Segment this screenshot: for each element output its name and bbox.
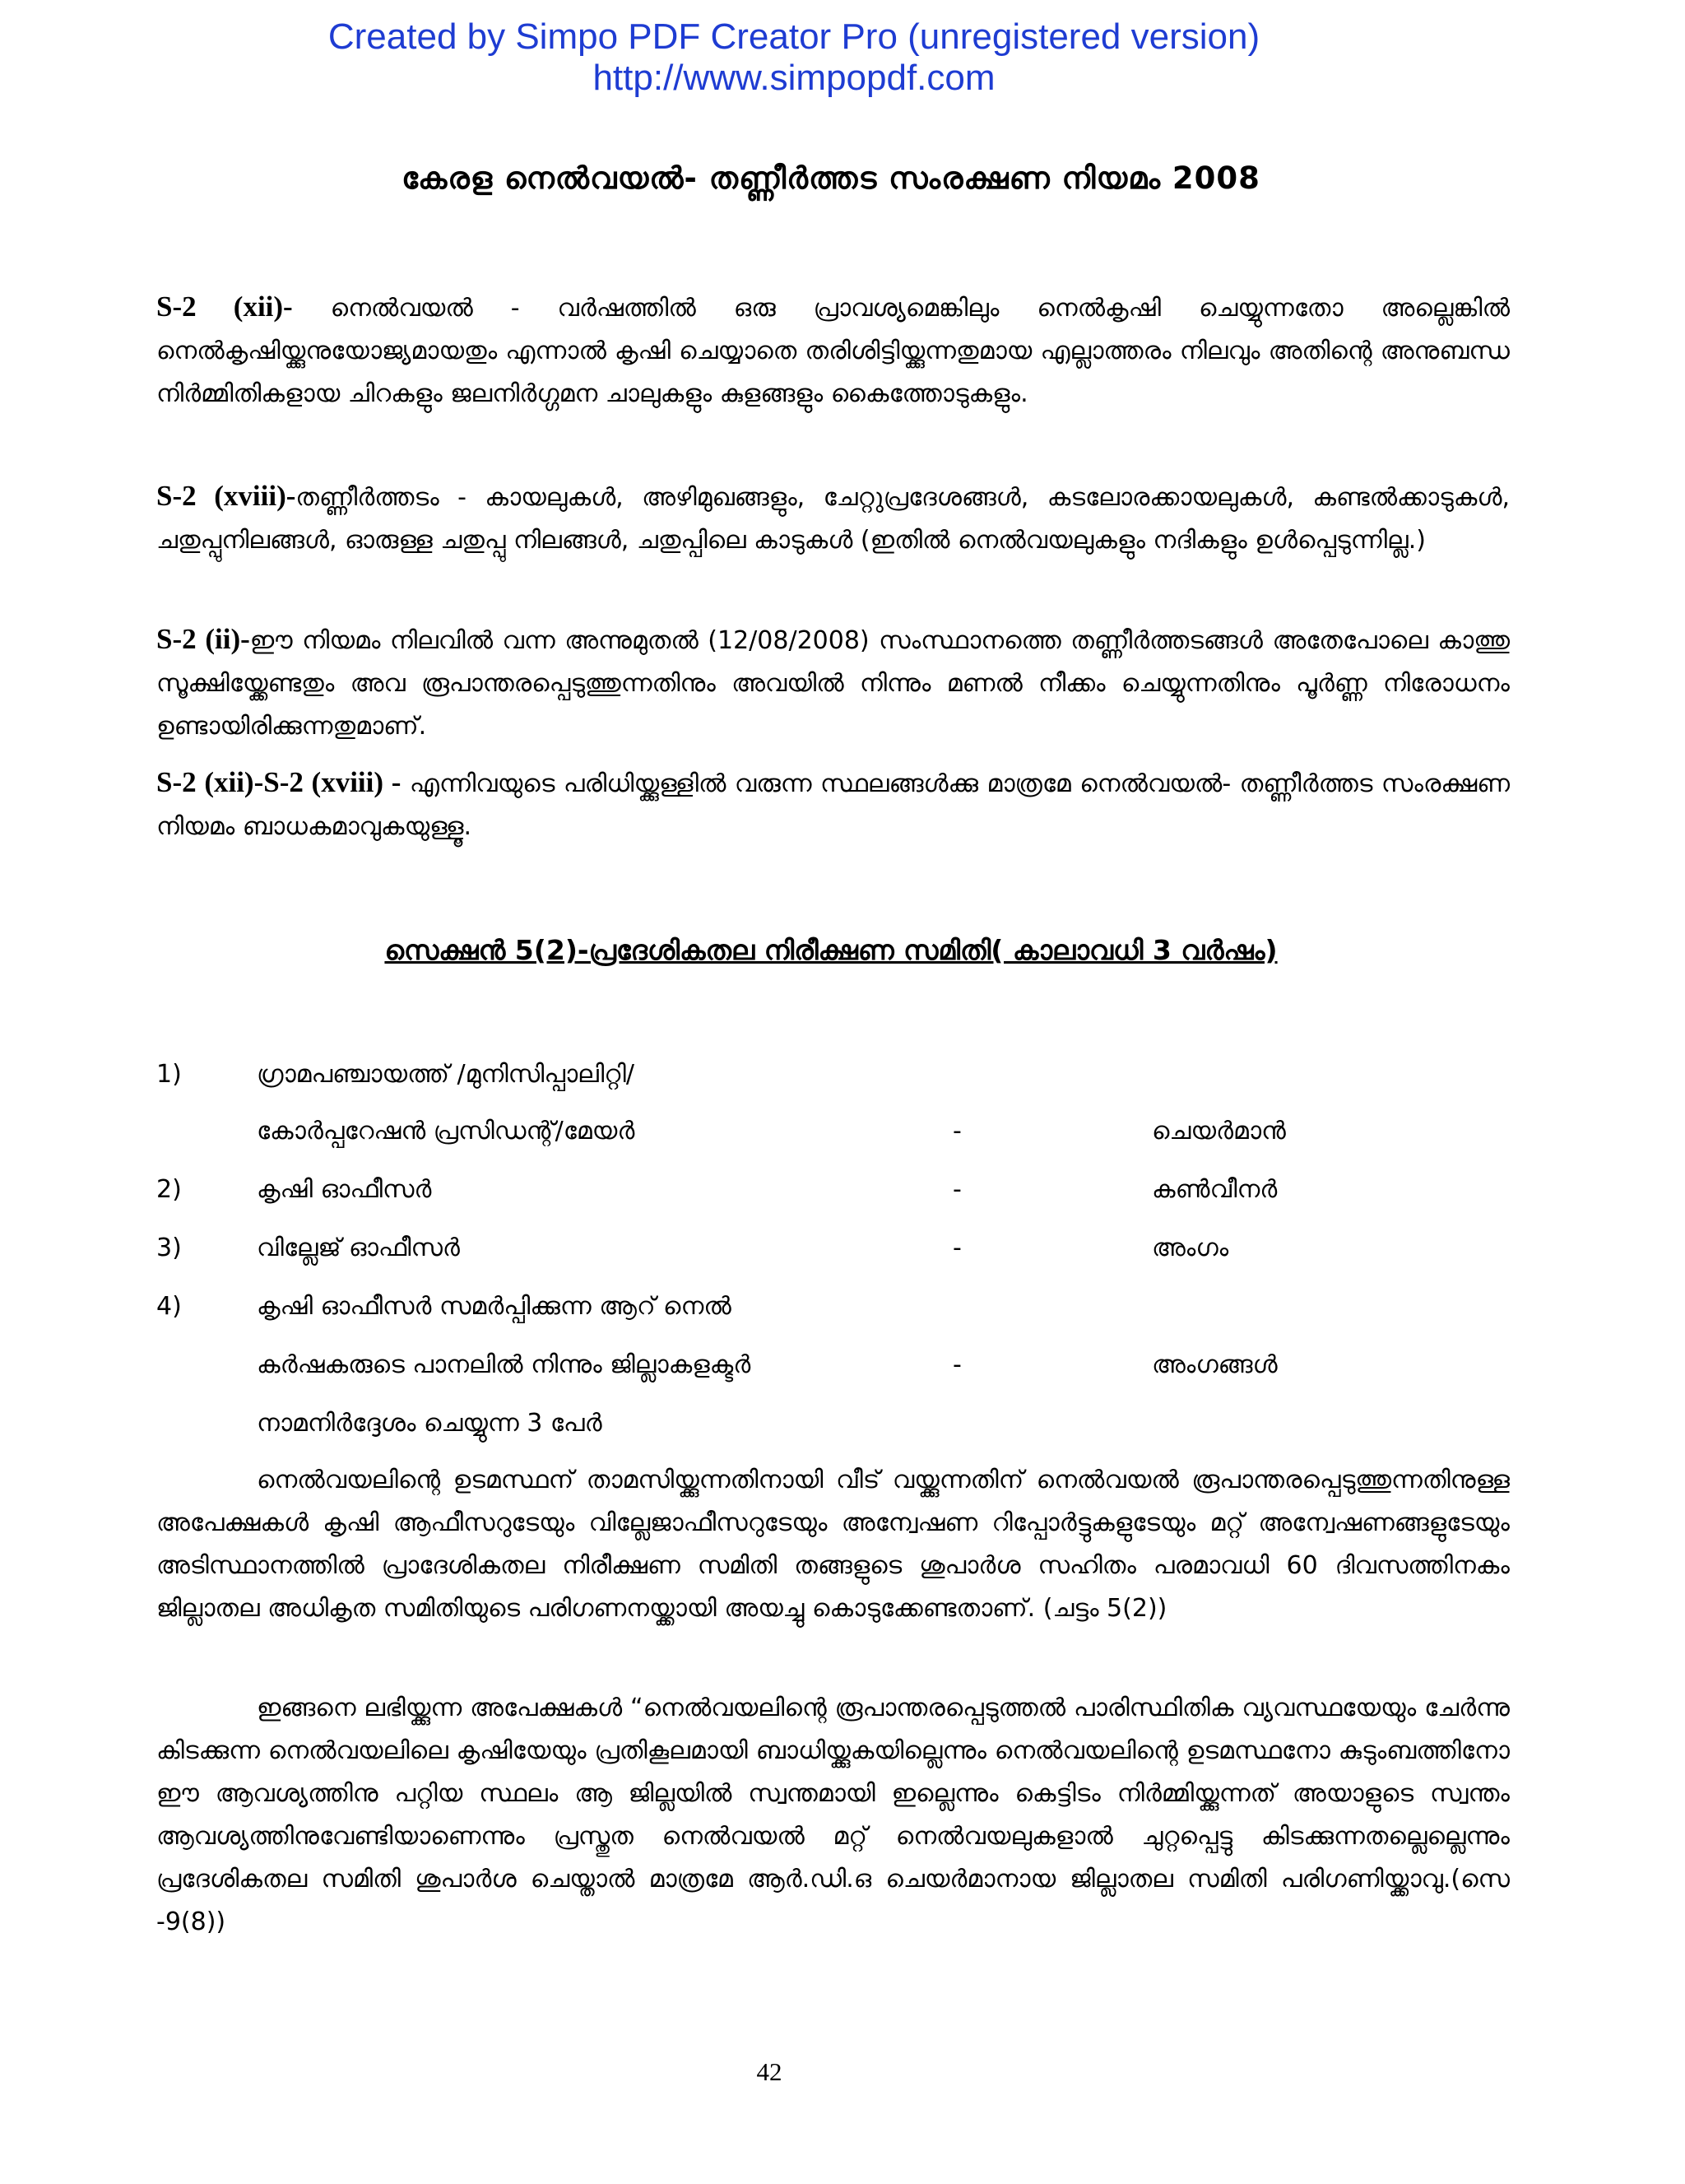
member-separator: - — [953, 1350, 962, 1379]
definition-text: ഈ നിയമം നിലവിൽ വന്ന അന്നുമുതൽ (12/08/2008) സംസ്ഥാനത്തെ തണ്ണീർത്തടങ്ങൾ അതേപോലെ കാത്തു സൂക്ഷിയ്ക്കേണ്ടതും അവ രൂപാന്തരപ്പെടുത്തുന്നതിനും അവയിൽ നിന്നും മണൽ നീക്കം ചെയ്യുന്നതിനും പൂർണ്ണ നിരോധനം ഉണ്ടായിരിക്കുന്നതുമാണ്. — [156, 626, 1510, 741]
member-title: കൃഷി ഓഫീസർ — [257, 1175, 432, 1204]
member-number: 3) — [156, 1234, 182, 1262]
body-paragraph: നെൽവയലിന്റെ ഉടമസ്ഥന് താമസിയ്ക്കുന്നതിനായി വീട് വയ്ക്കുന്നതിന് നെൽവയൽ രൂപാന്തരപ്പെടുത്തുന്നതിനുള്ള അപേക്ഷകൾ കൃഷി ആഫീസറുടേയും വില്ലേജാഫീസറുടേയും അന്വേഷണ റിപ്പോർട്ടുകളുടേയും മറ്റ് അന്വേഷണങ്ങളുടേയും അടിസ്ഥാനത്തിൽ പ്രാദേശികതല നിരീക്ഷണ സമിതി തങ്ങളുടെ ശുപാർശ സഹിതം പരമാവധി 60 ദിവസത്തിനകം ജില്ലാതല അധികൃത സമിതിയുടെ പരിഗണനയ്ക്കായി അയച്ചു കൊടുക്കേണ്ടതാണ്. (ചട്ടം 5(2)) — [156, 1466, 1510, 1623]
definition-paragraph — [156, 475, 1510, 562]
member-separator: - — [953, 1175, 962, 1204]
body-paragraph: ഇങ്ങനെ ലഭിയ്ക്കുന്ന അപേക്ഷകൾ “നെൽവയലിന്റെ രൂപാന്തരപ്പെടുത്തൽ പാരിസ്ഥിതിക വ്യവസ്ഥയേയും ചേർന്നു കിടക്കുന്ന നെൽവയലിലെ കൃഷിയേയും പ്രതികൂലമായി ബാധിയ്ക്കുകയില്ലെന്നും നെൽവയലിന്റെ ഉടമസ്ഥനോ കുടുംബത്തിനോ ഈ ആവശ്യത്തിനു പറ്റിയ സ്ഥലം ആ ജില്ലയിൽ സ്വന്തമായി ഇല്ലെന്നും കെട്ടിടം നിർമ്മിയ്ക്കുന്നത് അയാളുടെ സ്വന്തം ആവശ്യത്തിനുവേണ്ടിയാണെന്നും പ്രസ്തുത നെൽവയൽ മറ്റ് നെൽവയലുകളാൽ ചുറ്റപ്പെട്ടു കിടക്കുന്നതല്ലെല്ലെന്നും പ്രദേശികതല സമിതി ശുപാർശ ചെയ്താൽ മാത്രമേ ആർ.ഡി.ഒ ചെയർമാനായ ജില്ലാതല സമിതി പരിഗണിയ്ക്കാവു.(സെ -9(8)) — [156, 1694, 1510, 1936]
member-title: കൃഷി ഓഫീസർ സമർപ്പിക്കുന്ന ആറ് നെൽ — [257, 1292, 731, 1321]
member-title: ഗ്രാമപഞ്ചായത്ത് /മുനിസിപ്പാലിറ്റി/ — [257, 1060, 634, 1089]
member-title: വില്ലേജ് ഓഫീസർ — [257, 1234, 460, 1262]
member-title: കോർപ്പറേഷൻ പ്രസിഡന്റ്/മേയർ — [257, 1117, 635, 1145]
member-role: അംഗങ്ങൾ — [1152, 1350, 1278, 1379]
section-heading: സെക്ഷൻ 5(2)-പ്രദേശികതല നിരീക്ഷണ സമിതി( കാലാവധി 3 വർഷം) — [384, 934, 1278, 966]
section-reference: S-2 (xii)- — [156, 290, 293, 323]
definition-paragraph — [156, 286, 1510, 416]
member-number: 2) — [156, 1175, 182, 1204]
definition-text: തണ്ണീർത്തടം - കായലുകൾ, അഴിമുഖങ്ങളും, ചേറ്റുപ്രദേശങ്ങൾ, കടലോരക്കായലുകൾ, കണ്ടൽക്കാടുകൾ, ചതുപ്പുനിലങ്ങൾ, ഓരുള്ള ചതുപ്പു നിലങ്ങൾ, ചതുപ്പിലെ കാടുകൾ (ഇതിൽ നെൽവയലുകളും നദികളും ഉൾപ്പെടുന്നില്ല.) — [156, 483, 1510, 555]
document-title: കേരള നെൽവയൽ- തണ്ണീർത്തട സംരക്ഷണ നിയമം 2008 — [402, 160, 1260, 196]
section-reference: S-2 (xii)-S-2 (xviii) - — [156, 766, 402, 798]
watermark-line-1: Created by Simpo PDF Creator Pro (unregistered version) — [327, 16, 1260, 57]
member-row — [0, 1402, 1685, 1445]
definition-text: നെൽവയൽ - വർഷത്തിൽ ഒരു പ്രാവശ്യമെങ്കിലും നെൽകൃഷി ചെയ്യുന്നതോ അല്ലെങ്കിൽ നെൽകൃഷിയ്ക്കുനുയോജ്യമായതും എന്നാൽ കൃഷി ചെയ്യാതെ തരിശിട്ടിയ്ക്കുന്നതുമായ എല്ലാത്തരം നിലവും അതിന്റെ അനുബന്ധ നിർമ്മിതികളായ ചിറകളും ജലനിർഗ്ഗമന ചാലുകളും കുളങ്ങളും കൈത്തോടുകളും. — [156, 294, 1510, 408]
member-row — [0, 1285, 1685, 1328]
page-number: 42 — [756, 2057, 782, 2086]
member-row — [0, 1110, 1685, 1153]
member-number: 1) — [156, 1060, 182, 1089]
member-row — [0, 1344, 1685, 1387]
section-reference: S-2 (ii)- — [156, 623, 250, 655]
member-number: 4) — [156, 1292, 182, 1321]
member-row — [0, 1053, 1685, 1096]
member-role: ചെയർമാൻ — [1152, 1117, 1286, 1145]
member-row — [0, 1169, 1685, 1211]
section-reference: S-2 (xviii)- — [156, 480, 296, 512]
member-role: കൺവീനർ — [1152, 1175, 1278, 1204]
watermark-url: http://www.simpopdf.com — [592, 58, 996, 98]
member-title: നാമനിർദ്ദേശം ചെയ്യുന്ന 3 പേർ — [257, 1409, 602, 1438]
definition-paragraph — [156, 618, 1510, 748]
member-separator: - — [953, 1234, 962, 1262]
member-role: അംഗം — [1152, 1234, 1229, 1262]
member-title: കർഷകരുടെ പാനലിൽ നിന്നും ജില്ലാകളക്ടർ — [257, 1350, 751, 1379]
definition-paragraph — [156, 761, 1510, 848]
definition-text: എന്നിവയുടെ പരിധിയ്ക്കുള്ളിൽ വരുന്ന സ്ഥലങ്ങൾക്കു മാത്രമേ നെൽവയൽ- തണ്ണീർത്തട സംരക്ഷണ നിയമം ബാധകമാവുകയുള്ളൂ. — [156, 769, 1510, 841]
member-separator: - — [953, 1117, 962, 1145]
member-row — [0, 1227, 1685, 1270]
